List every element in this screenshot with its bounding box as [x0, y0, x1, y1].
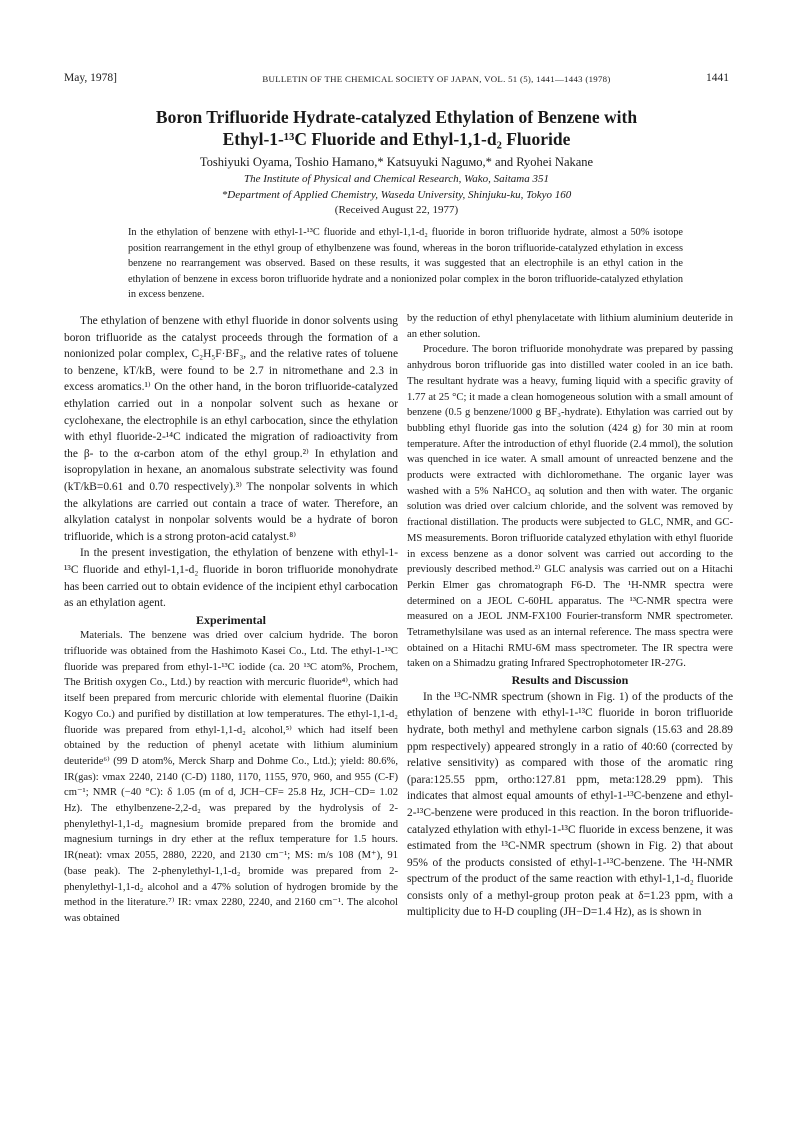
- materials-paragraph: Materials. The benzene was dried over calcium hydride. The boron trifluoride was obtained from the Hashimoto Kasei Co., Ltd. The ethyl-1-¹³C fluoride was prepared from ethyl-1-¹³C iodide (ca. 20 ¹³C atom%, Prochem, The British oxygen Co., Ltd.) by reaction with mercuric fluoride⁴⁾, which had itself been prepared from mercuric chloride with elemental fluorine (Daikin Kogyo Co.) and purified by distillation at low temperatures. The ethyl-1,1-d₂ fluoride was prepared from ethyl-1,1-d₂ alcohol,⁵⁾ which had itself been obtained by the reduction of phenyl acetate with lithium aluminium deuteride⁶⁾ (99 D atom%, Merck Sharp and Dohme Co., Ltd.); yield: 80.6%, IR(gas): νmax 2240, 2140 (C-D) 1180, 1170, 1155, 970, 960, and 955 (C-F) cm⁻¹; NMR (−40 °C): δ 1.05 (m of d, JCH−CF= 25.8 Hz, JCH−CD= 1.02 Hz). The ethylbenzene-2,2-d₂ was prepared by the hydrolysis of 2-phenylethyl-1,1-d₂ magnesium bromide prepared from the bromide and magnesium turnings in dry ether at the reflux temperature for 1.5 hours. IR(neat): νmax 2055, 2880, 2220, and 2130 cm⁻¹; MS: m/s 108 (M⁺), 91 (base peak). The 2-phenylethyl-1,1-d₂ bromide was prepared from 2-phenylethyl-1,1-d₂ alcohol and a 47% solution of hydrogen bromide by the method in the literature.⁷⁾ IR: νmax 2280, 2240, and 2160 cm⁻¹. The alcohol was obtained: [64, 630, 398, 924]
- header-journal: BULLETIN OF THE CHEMICAL SOCIETY OF JAPAN, VOL. 51 (5), 1441—1443 (1978): [262, 74, 611, 84]
- received-date: (Received August 22, 1977): [334, 204, 459, 216]
- intro-paragraph-2: In the present investigation, the ethylation of benzene with ethyl-1-¹³C fluoride and ethyl-1,1-d₂ fluoride in boron trifluoride monohydrate has been carried out to obtain evidence of the incipient ethyl carbocation as an ethylation agent.: [64, 547, 398, 610]
- section-heading-experimental: Experimental: [196, 612, 266, 627]
- running-header: [64, 72, 729, 88]
- section-heading-results: Results and Discussion: [511, 673, 629, 688]
- procedure-paragraph: Procedure. The boron trifluoride monohydrate was prepared by passing anhydrous boron trifluoride gas into distilled water cooled in an ice bath. The resultant hydrate was a heavy, fuming liquid with a specific gravity of 1.77 at 25 °C; it made a clean homogeneous solution with a small amount of benzene (0.5 g benzene/1000 g BF₃-hydrate). Ethylation was carried out by bubbling ethyl fluoride gas into the solution (424 g) for 30 min at room temperature. After the introduction of ethyl fluoride (2.4 mmol), the solution was quenched in ice water. A small amount of unreacted benzene and the products were extracted with dichloromethane. The organic layer was washed with a 5% NaHCO₃ aq solution and then with water. The organic solution was dried over calcium chloride, and the solvent was removed by fractional distillation. The products were subjected to GLC, NMR, and GC-MS measurements. Boron trifluoride catalyzed ethylation with ethyl fluoride in excess benzene as a donor solvent was carried out according to the previously described method.²⁾ GLC analysis was carried out on a Hitachi Perkin Elmer gas chromatograph F6-D. The ¹H-NMR spectra were determined on a JEOL C-60HL apparatus. The ¹³C-NMR spectra were measured on a JEOL JNM-FX100 Fourier-transform NMR spectrometer. Tetramethylsilane was used as an internal reference. The mass spectra were obtained on a Hitachi RMU-6M mass spectrometer. The IR spectra were taken on a Shimadzu grating Infrared Spectrophotometer IR-27G.: [407, 344, 733, 670]
- title-line-2: Ethyl-1-¹³C Fluoride and Ethyl-1,1-d₂ Fluoride: [222, 129, 571, 149]
- right-column: [407, 311, 733, 921]
- affiliation-2: *Department of Applied Chemistry, Waseda University, Shinjuku-ku, Tokyo 160: [221, 189, 572, 201]
- left-column: [64, 313, 398, 927]
- authors: Toshiyuki Oyama, Toshio Hamano,* Katsuyuki Naguмo,* and Ryohei Nakane: [199, 155, 594, 169]
- header-date: May, 1978]: [64, 72, 117, 84]
- intro-paragraph-1: The ethylation of benzene with ethyl fluoride in donor solvents using boron trifluoride as the catalyst proceeds through the formation of a nonionized polar complex, C₂H₅F·BF₃, and the relative rates of toluene to benzene, kT/kB, were found to be 2.7 in nitromethane and 2.3 in excess aromatics.¹⁾ On the other hand, in the boron trifluoride-catalyzed ethylation carried out in a nonpolar solvent such as hexane or cyclohexane, the electrophile is an ethyl carbocation, since the ethylation with ethyl fluoride-2-¹⁴C indicated the migration of radioactivity from the β- to the α-carbon atom of the ethyl group.²⁾ In ethylation and isopropylation in hexane, an anomalous substrate selectivity was found (kT/kB=0.61 and 0.70 respectively).³⁾ The nonpolar solvents in which the alkylations are carried out contain a trace of water. Therefore, an alkylation catalyst in nonpolar solvents would be a hydrate of boron trifluoride, which is a strong proton-acid catalyst.⁸⁾: [64, 315, 398, 543]
- materials-continuation: by the reduction of ethyl phenylacetate with lithium aluminium deuteride in an ether solution.: [407, 313, 733, 340]
- abstract: In the ethylation of benzene with ethyl-1-¹³C fluoride and ethyl-1,1-d₂ fluoride in boron trifluoride hydrate, almost a 50% isotope position rearrangement in the ethyl group of ethylbenzene was found, whereas in the boron trifluoride-catalyzed ethylation in excess benzene no rearrangement was observed. Based on these results, it was suggested that an electrophile is an ethyl cation in the ethylation of benzene in excess boron trifluoride hydrate and a nonionized polar complex in the boron trifluoride-catalyzed ethylation in excess benzene.: [128, 227, 683, 300]
- title-line-1: Boron Trifluoride Hydrate-catalyzed Ethylation of Benzene with: [155, 107, 638, 127]
- paper-title: [64, 106, 729, 150]
- header-page-number: 1441: [706, 72, 729, 84]
- affiliation-1: The Institute of Physical and Chemical Research, Wako, Saitama 351: [243, 173, 549, 185]
- results-paragraph: In the ¹³C-NMR spectrum (shown in Fig. 1) of the products of the ethylation of benzene with ethyl-1-¹³C fluoride in boron trifluoride hydrate, both methyl and methylene carbon signals (15.63 and 28.89 ppm respectively) appeared strongly in a ratio of 40:60 (corrected by relative sensitivity) as compared with those of the aromatic ring (para:125.55 ppm, ortho:127.81 ppm, meta:128.29 ppm). This indicates that almost equal amounts of ethyl-1-¹³C-benzene and ethyl-2-¹³C-benzene were produced in this reaction. In the boron trifluoride-catalyzed ethylation with ethyl-1-¹³C fluoride in excess benzene, it was estimated from the ¹³C-NMR spectrum (shown in Fig. 2) that about 95% of the products consisted of ethyl-1-¹³C-benzene. The ¹H-NMR spectrum of the product of the same reaction with ethyl-1,1-d₂ fluoride consists only of a methyl-group proton peak at δ=1.23 ppm, with a multiplicity due to H-D coupling (JH−D=1.4 Hz), as is shown in: [407, 690, 733, 919]
